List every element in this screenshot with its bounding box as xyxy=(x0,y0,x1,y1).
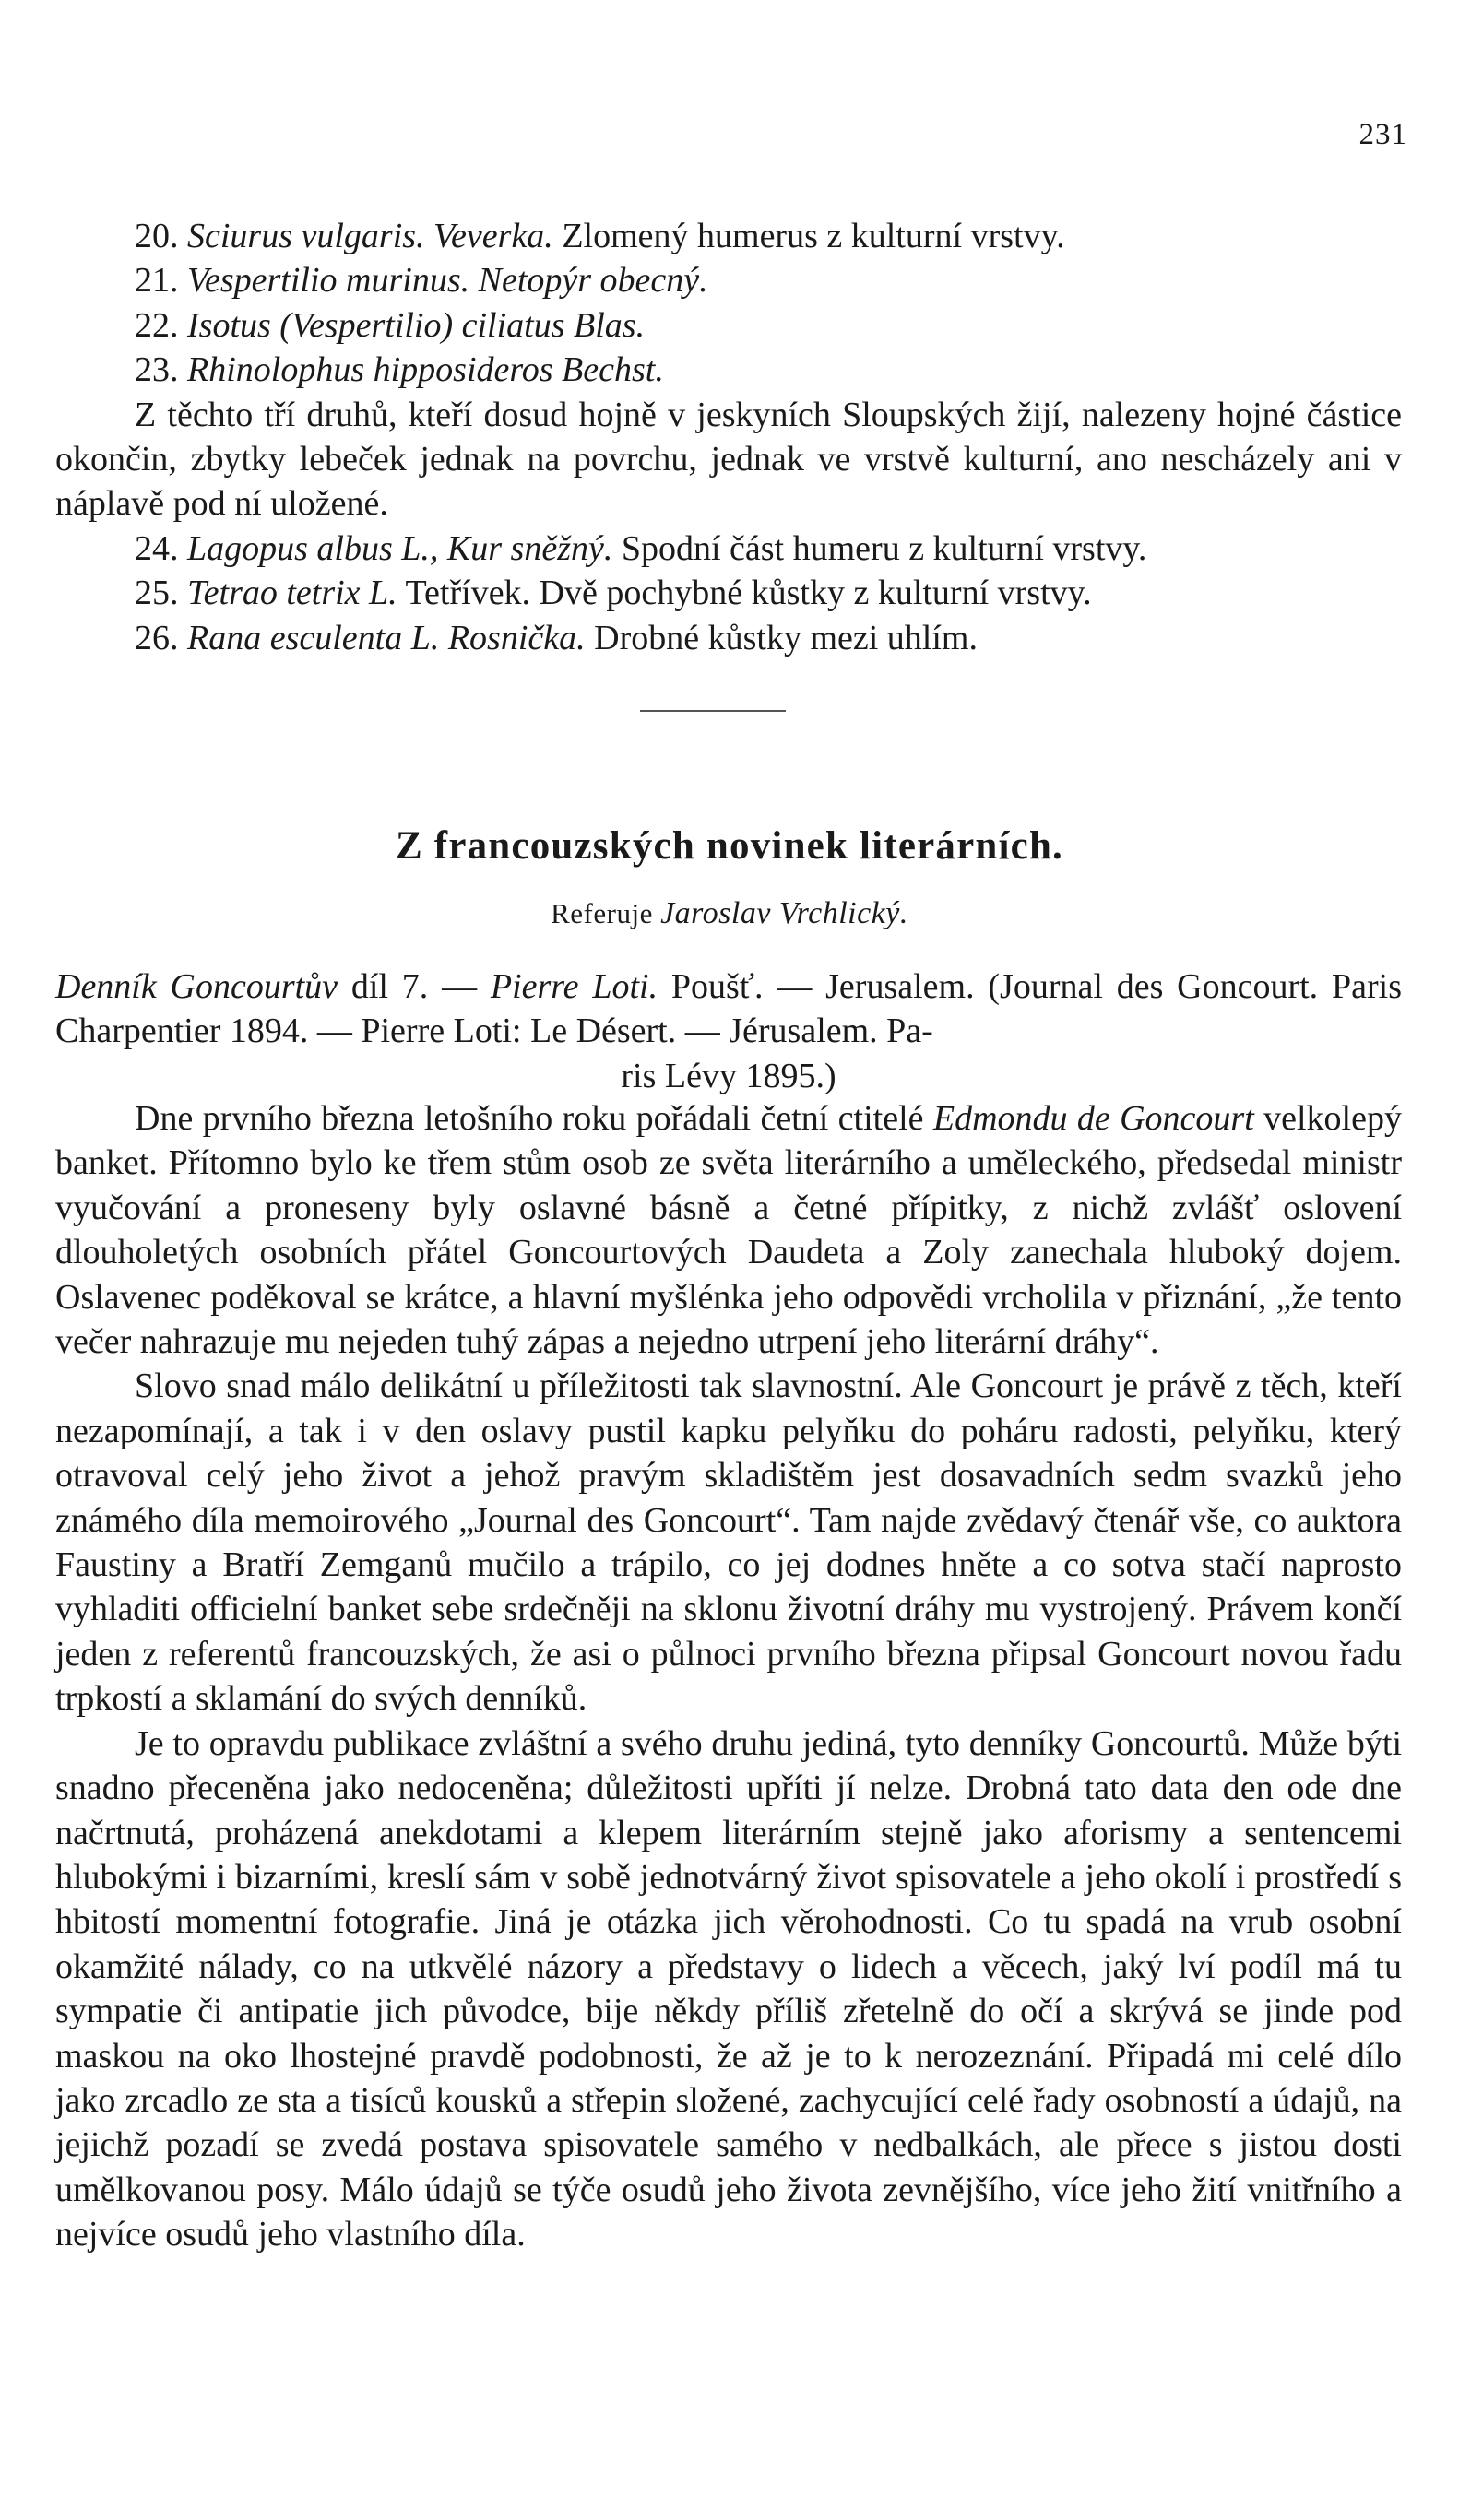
species-name: Vespertilio murinus. Netopýr obecný. xyxy=(187,261,708,301)
bibliography-entry: Denník Goncourtův díl 7. — Pierre Loti. Poušť. — Jerusalem. (Journal des Goncourt. Paris Charpentier 1894. — Pierre Loti: Le Désert. — Jérusalem. Pa- xyxy=(55,967,1402,1051)
list-item: 24. Lagopus albus L., Kur sněžný. Spodní část humeru z kulturní vrstvy. xyxy=(135,528,1147,568)
bats-paragraph: Z těchto tří druhů, kteří dosud hojně v jeskyních Sloupských žijí, nalezeny hojné částice okončin, zbytky lebeček jednak na povrchu, jednak ve vrstvě kulturní, ano nescházely ani v náplavě pod ní uložené. xyxy=(55,395,1402,524)
species-name: Rhinolophus hipposideros Bechst. xyxy=(187,350,664,390)
list-item: 20. Sciurus vulgaris. Veverka. Zlomený humerus z kulturní vrstvy. xyxy=(135,217,1065,255)
paragraph: Slovo snad málo delikátní u příležitosti tak slavnostní. Ale Goncourt je právě z těch, kteří nezapomínají, a tak i v den oslavy pustil kapku pelyňku do poháru radosti, pelyňku, který otravoval celý jeho život a jehož pravým skladištěm jest dosavadních sedm svazků jeho známého díla memoirového „Journal des Goncourt“. Tam najde zvědavý čtenář vše, co auktora Faustiny a Bratří Zemganů mučilo a trápilo, co jej dodnes hněte a co sotva stačí naprosto vyhladiti officielní banket sebe srdečněji na sklonu životní dráhy mu vystrojený. Právem končí jeden z referentů francouzských, že asi o půlnoci prvního března připsal Goncourt novou řadu trpkostí a sklamání do svých denníků. xyxy=(55,1366,1402,1719)
byline-author: Jaroslav Vrchlický. xyxy=(660,896,908,930)
species-name: Rana esculenta L. Rosnička. xyxy=(187,618,586,657)
species-name: Tetrao tetrix L. xyxy=(187,574,397,613)
species-list xyxy=(55,214,1402,660)
list-item: 23. Rhinolophus hipposideros Bechst. xyxy=(135,350,664,390)
species-name: Lagopus albus L., Kur sněžný. xyxy=(187,528,613,568)
byline: Referuje Jaroslav Vrchlický. xyxy=(551,896,908,930)
species-name: Sciurus vulgaris. Veverka. xyxy=(187,217,553,255)
page-number: 231 xyxy=(1358,118,1407,151)
paragraph: Dne prvního března letošního roku pořádali četní ctitelé Edmondu de Goncourt velkolepý banket. Přítomno bylo ke třem stům osob ze světa literárního a uměleckého, předsedal ministr vyučování a proneseny byly oslavné básně a četné přípitky, z nichž zvlášť oslovení dlouholetých osobních přátel Goncourtových Daudeta a Zoly zanechala hluboký dojem. Oslavenec poděkoval se krátce, a hlavní myšlénka jeho odpovědi vrcholila v přiznání, „že tento večer nahrazuje mu nejeden tuhý zápas a nejedno utrpení jeho literární dráhy“. xyxy=(55,1099,1402,1362)
bibliography-last-line: ris Lévy 1895.) xyxy=(621,1056,836,1095)
section-divider xyxy=(640,710,786,712)
bibliography xyxy=(55,964,1402,1098)
list-item: 26. Rana esculenta L. Rosnička. Drobné kůstky mezi uhlím. xyxy=(135,618,978,657)
paragraph: Je to opravdu publikace zvláštní a svého druhu jediná, tyto denníky Goncourtů. Může býti snadno přeceněna jako nedoceněna; důležitosti upříti jí nelze. Drobná tato data den ode dne načrtnutá, proházená anekdotami a klepem literárním stejně jako aforismy a sentencemi hlubokými i bizarními, kreslí sám v sobě jednotvárný život spisovatele a jeho okolí i prostředí s hbitostí momentní fotografie. Jiná je otázka jich věrohodnosti. Co tu spadá na vrub osobní okamžité nálady, co na utkvělé názory a představy o lidech a věcech, jaký lví podíl má tu sympatie či antipatie jich původce, bije někdy příliš zřetelně do očí a skrývá se jinde pod maskou na oko lhostejné pravdě podobnosti, že až je to k nerozeznání. Připadá mi celé dílo jako zrcadlo ze sta a tisíců kousků a střepin složené, zachycující celé řady osobností a údajů, na jejichž pozadí se zvedá postava spisovatele samého v nedbalkách, ale přece s jistou dosti umělkovanou posy. Málo údajů se týče osudů jeho života zevnějšího, více jeho žití vnitřního a nejvíce osudů jeho vlastního díla. xyxy=(55,1723,1402,2254)
list-item: 22. Isotus (Vespertilio) ciliatus Blas. xyxy=(135,305,646,345)
article-body xyxy=(55,1096,1402,2257)
list-item: 25. Tetrao tetrix L. Tetřívek. Dvě pochybné kůstky z kulturní vrstvy. xyxy=(135,574,1092,613)
section-title: Z francouzských novinek literárních. xyxy=(395,824,1064,868)
list-item: 21. Vespertilio murinus. Netopýr obecný. xyxy=(135,261,708,301)
species-name: Isotus (Vespertilio) ciliatus Blas. xyxy=(187,305,646,345)
